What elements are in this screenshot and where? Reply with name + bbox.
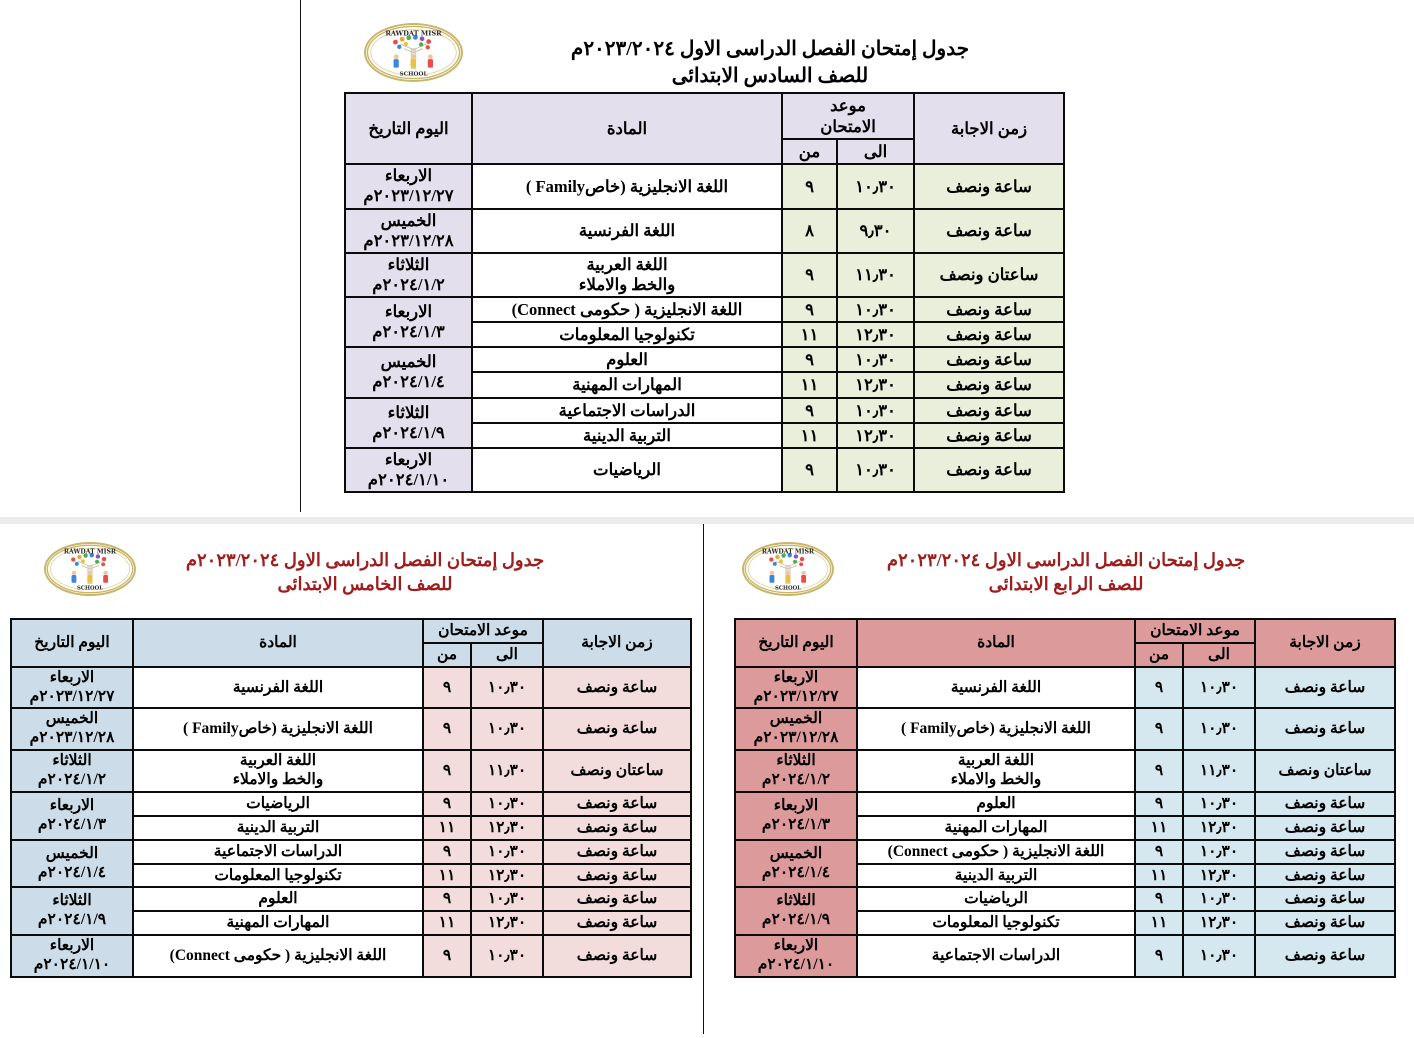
table-row xyxy=(11,667,691,709)
school-logo xyxy=(44,542,136,596)
cell-subject: المهارات المهنية xyxy=(472,372,782,397)
header-subject: المادة xyxy=(133,619,423,667)
title-line-1: جدول إمتحان الفصل الدراسى الاول ٢٠٢٣/٢٠٢٤م xyxy=(185,550,545,570)
cell-time-from: ٩ xyxy=(782,253,837,297)
schedule-title-grade5 xyxy=(140,548,590,597)
schedule-section-grade6 xyxy=(0,0,1414,516)
table-row xyxy=(735,887,1395,911)
cell-time-to: ١٠٫٣٠ xyxy=(837,297,914,322)
cell-answer-time: ساعة ونصف xyxy=(914,372,1064,397)
cell-time-to: ١٠٫٣٠ xyxy=(1183,935,1255,977)
svg-text:RAWDAT MISR: RAWDAT MISR xyxy=(385,29,442,38)
cell-answer-time: ساعة ونصف xyxy=(1255,840,1395,864)
cell-time-from: ١١ xyxy=(782,322,837,347)
cell-time-to: ١٠٫٣٠ xyxy=(837,398,914,423)
cell-subject: الدراسات الاجتماعية xyxy=(857,935,1135,977)
cell-answer-time: ساعة ونصف xyxy=(1255,935,1395,977)
cell-answer-time: ساعة ونصف xyxy=(543,864,691,888)
cell-subject: اللغة العربية والخط والاملاء xyxy=(857,750,1135,792)
schedule-title-grade6 xyxy=(470,36,1070,90)
cell-day-date: الاربعاء ٢٠٢٤/١/١٠م xyxy=(345,448,472,492)
cell-day-date: الخميس ٢٠٢٣/١٢/٢٨م xyxy=(11,708,133,750)
cell-day-date: الثلاثاء ٢٠٢٤/١/٩م xyxy=(11,887,133,935)
header-day-date: اليوم التاريخ xyxy=(735,619,857,667)
cell-time-from: ٩ xyxy=(782,398,837,423)
cell-answer-time: ساعة ونصف xyxy=(914,398,1064,423)
cell-answer-time: ساعة ونصف xyxy=(914,347,1064,372)
cell-answer-time: ساعة ونصف xyxy=(543,667,691,709)
table-body xyxy=(345,164,1064,492)
table-body xyxy=(735,667,1395,977)
cell-answer-time: ساعة ونصف xyxy=(543,792,691,816)
exam-table-grade4 xyxy=(734,618,1396,978)
table-header-row xyxy=(11,619,691,643)
cell-answer-time: ساعة ونصف xyxy=(914,297,1064,322)
cell-subject: اللغة الانجليزية (خاصFamily ) xyxy=(133,708,423,750)
cell-subject: الدراسات الاجتماعية xyxy=(472,398,782,423)
cell-subject: اللغة الانجليزية ( حكومى Connect) xyxy=(472,297,782,322)
cell-time-from: ١١ xyxy=(423,911,471,935)
cell-subject: المهارات المهنية xyxy=(133,911,423,935)
cell-day-date: الثلاثاء ٢٠٢٤/١/٢م xyxy=(345,253,472,297)
cell-answer-time: ساعة ونصف xyxy=(543,816,691,840)
cell-answer-time: ساعة ونصف xyxy=(1255,792,1395,816)
header-time-from: من xyxy=(423,643,471,667)
cell-day-date: الخميس ٢٠٢٤/١/٤م xyxy=(345,347,472,397)
table-row xyxy=(11,792,691,816)
cell-subject: تكنولوجيا المعلومات xyxy=(472,322,782,347)
cell-subject: اللغة الفرنسية xyxy=(857,667,1135,709)
cell-time-to: ١٢٫٣٠ xyxy=(471,911,543,935)
cell-day-date: الاربعاء ٢٠٢٤/١/١٠م xyxy=(11,935,133,977)
cell-subject: اللغة الفرنسية xyxy=(472,209,782,253)
cell-subject: الرياضيات xyxy=(472,448,782,492)
cell-subject: الرياضيات xyxy=(857,887,1135,911)
cell-time-from: ١١ xyxy=(423,816,471,840)
cell-answer-time: ساعة ونصف xyxy=(1255,667,1395,709)
table-row xyxy=(735,667,1395,709)
schedule-title-grade4 xyxy=(836,548,1296,597)
cell-day-date: الثلاثاء ٢٠٢٤/١/٢م xyxy=(11,750,133,792)
cell-time-to: ١٠٫٣٠ xyxy=(1183,887,1255,911)
table-row xyxy=(345,209,1064,253)
cell-time-from: ٨ xyxy=(782,209,837,253)
header-answer-time: زمن الاجابة xyxy=(1255,619,1395,667)
cell-time-from: ٩ xyxy=(1135,887,1183,911)
cell-time-from: ٩ xyxy=(423,887,471,911)
cell-answer-time: ساعتان ونصف xyxy=(1255,750,1395,792)
cell-time-to: ١٢٫٣٠ xyxy=(837,372,914,397)
title-line-2: للصف السادس الابتدائى xyxy=(671,65,869,87)
cell-time-from: ٩ xyxy=(423,792,471,816)
cell-time-from: ٩ xyxy=(782,347,837,372)
svg-text:SCHOOL: SCHOOL xyxy=(77,585,103,592)
header-answer-time: زمن الاجابة xyxy=(914,93,1064,164)
cell-time-from: ١١ xyxy=(1135,864,1183,888)
table-row xyxy=(345,297,1064,322)
cell-answer-time: ساعة ونصف xyxy=(914,209,1064,253)
header-time-from: من xyxy=(1135,643,1183,667)
cell-subject: اللغة الانجليزية ( حكومى Connect) xyxy=(133,935,423,977)
cell-time-to: ١٠٫٣٠ xyxy=(471,887,543,911)
cell-subject: المهارات المهنية xyxy=(857,816,1135,840)
cell-time-to: ١٢٫٣٠ xyxy=(471,864,543,888)
schedule-section-grade5 xyxy=(0,524,706,1038)
header-day-date: اليوم التاريخ xyxy=(345,93,472,164)
svg-text:SCHOOL: SCHOOL xyxy=(399,71,428,78)
table-header-row xyxy=(345,93,1064,139)
cell-time-to: ١٢٫٣٠ xyxy=(1183,816,1255,840)
cell-subject: تكنولوجيا المعلومات xyxy=(133,864,423,888)
cell-answer-time: ساعتان ونصف xyxy=(543,750,691,792)
cell-day-date: الثلاثاء ٢٠٢٤/١/٩م xyxy=(345,398,472,448)
table-row xyxy=(735,792,1395,816)
cell-time-from: ٩ xyxy=(1135,840,1183,864)
svg-text:RAWDAT MISR: RAWDAT MISR xyxy=(63,548,117,556)
table-row xyxy=(735,840,1395,864)
table-header-row xyxy=(735,619,1395,643)
cell-time-to: ١٠٫٣٠ xyxy=(1183,840,1255,864)
cell-time-from: ١١ xyxy=(423,864,471,888)
school-logo xyxy=(364,23,463,82)
cell-time-from: ٩ xyxy=(423,667,471,709)
cell-subject: اللغة الانجليزية ( حكومى Connect) xyxy=(857,840,1135,864)
cell-answer-time: ساعة ونصف xyxy=(543,840,691,864)
cell-answer-time: ساعة ونصف xyxy=(1255,816,1395,840)
cell-time-to: ١٠٫٣٠ xyxy=(1183,792,1255,816)
table-row xyxy=(345,164,1064,208)
cell-time-to: ١٢٫٣٠ xyxy=(471,816,543,840)
cell-time-from: ٩ xyxy=(423,750,471,792)
exam-table-grade5 xyxy=(10,618,692,978)
cell-subject: العلوم xyxy=(133,887,423,911)
cell-time-to: ١٠٫٣٠ xyxy=(837,448,914,492)
cell-time-to: ١٢٫٣٠ xyxy=(837,423,914,448)
section-separator xyxy=(0,517,1414,524)
table-row xyxy=(345,253,1064,297)
cell-day-date: الخميس ٢٠٢٣/١٢/٢٨م xyxy=(735,708,857,750)
header-exam-time: موعد الامتحان xyxy=(782,93,914,139)
cell-subject: اللغة العربية والخط والاملاء xyxy=(133,750,423,792)
cell-subject: التربية الدينية xyxy=(472,423,782,448)
cell-time-from: ٩ xyxy=(1135,667,1183,709)
cell-time-to: ١٢٫٣٠ xyxy=(837,322,914,347)
cell-day-date: الثلاثاء ٢٠٢٤/١/٩م xyxy=(735,887,857,935)
table-row xyxy=(735,935,1395,977)
cell-day-date: الثلاثاء ٢٠٢٤/١/٢م xyxy=(735,750,857,792)
cell-time-from: ٩ xyxy=(1135,750,1183,792)
cell-time-to: ١١٫٣٠ xyxy=(1183,750,1255,792)
cell-answer-time: ساعتان ونصف xyxy=(914,253,1064,297)
cell-time-from: ٩ xyxy=(782,448,837,492)
header-subject: المادة xyxy=(472,93,782,164)
cell-time-to: ٩٫٣٠ xyxy=(837,209,914,253)
cell-answer-time: ساعة ونصف xyxy=(1255,864,1395,888)
cell-subject: التربية الدينية xyxy=(857,864,1135,888)
cell-time-to: ١٠٫٣٠ xyxy=(1183,667,1255,709)
cell-day-date: الاربعاء ٢٠٢٤/١/٣م xyxy=(11,792,133,840)
table-row xyxy=(11,935,691,977)
header-day-date: اليوم التاريخ xyxy=(11,619,133,667)
cell-time-to: ١٠٫٣٠ xyxy=(1183,708,1255,750)
exam-table-grade6 xyxy=(344,92,1065,493)
header-answer-time: زمن الاجابة xyxy=(543,619,691,667)
cell-time-from: ٩ xyxy=(1135,792,1183,816)
cell-day-date: الاربعاء ٢٠٢٣/١٢/٢٧م xyxy=(345,164,472,208)
cell-time-from: ١١ xyxy=(782,372,837,397)
schedule-section-grade4 xyxy=(706,524,1414,1038)
cell-answer-time: ساعة ونصف xyxy=(914,423,1064,448)
cell-answer-time: ساعة ونصف xyxy=(914,322,1064,347)
table-row xyxy=(735,750,1395,792)
cell-time-to: ١٠٫٣٠ xyxy=(837,164,914,208)
cell-answer-time: ساعة ونصف xyxy=(543,887,691,911)
cell-time-from: ٩ xyxy=(782,297,837,322)
cell-day-date: الخميس ٢٠٢٤/١/٤م xyxy=(735,840,857,888)
cell-subject: اللغة الانجليزية (خاصFamily ) xyxy=(857,708,1135,750)
table-row xyxy=(735,708,1395,750)
cell-answer-time: ساعة ونصف xyxy=(543,708,691,750)
cell-answer-time: ساعة ونصف xyxy=(543,935,691,977)
header-exam-time: موعد الامتحان xyxy=(423,619,543,643)
cell-time-to: ١٠٫٣٠ xyxy=(471,792,543,816)
svg-text:RAWDAT MISR: RAWDAT MISR xyxy=(761,548,815,556)
cell-time-from: ٩ xyxy=(423,708,471,750)
cell-time-to: ١٠٫٣٠ xyxy=(471,935,543,977)
cell-subject: الدراسات الاجتماعية xyxy=(133,840,423,864)
cell-time-to: ١١٫٣٠ xyxy=(471,750,543,792)
cell-time-to: ١٢٫٣٠ xyxy=(1183,911,1255,935)
title-line-2: للصف الخامس الابتدائى xyxy=(277,574,453,595)
cell-answer-time: ساعة ونصف xyxy=(1255,708,1395,750)
cell-time-from: ١١ xyxy=(782,423,837,448)
cell-time-from: ٩ xyxy=(782,164,837,208)
cell-time-to: ١٠٫٣٠ xyxy=(471,840,543,864)
cell-subject: العلوم xyxy=(472,347,782,372)
school-logo xyxy=(742,542,834,596)
cell-subject: اللغة العربية والخط والاملاء xyxy=(472,253,782,297)
header-time-to: الى xyxy=(471,643,543,667)
cell-time-from: ١١ xyxy=(1135,816,1183,840)
cell-subject: تكنولوجيا المعلومات xyxy=(857,911,1135,935)
cell-time-from: ٩ xyxy=(423,935,471,977)
table-row xyxy=(345,448,1064,492)
table-row xyxy=(345,347,1064,372)
header-time-from: من xyxy=(782,139,837,164)
table-row xyxy=(11,750,691,792)
cell-time-from: ٩ xyxy=(1135,708,1183,750)
title-line-2: للصف الرابع الابتدائى xyxy=(988,574,1144,595)
page-divider-line xyxy=(300,0,301,512)
cell-time-to: ١٠٫٣٠ xyxy=(471,667,543,709)
cell-subject: اللغة الانجليزية (خاصFamily ) xyxy=(472,164,782,208)
cell-day-date: الخميس ٢٠٢٤/١/٤م xyxy=(11,840,133,888)
cell-time-from: ٩ xyxy=(423,840,471,864)
cell-day-date: الاربعاء ٢٠٢٤/١/١٠م xyxy=(735,935,857,977)
cell-time-to: ١٢٫٣٠ xyxy=(1183,864,1255,888)
cell-time-to: ١٠٫٣٠ xyxy=(471,708,543,750)
cell-day-date: الاربعاء ٢٠٢٤/١/٣م xyxy=(735,792,857,840)
header-subject: المادة xyxy=(857,619,1135,667)
cell-day-date: الاربعاء ٢٠٢٤/١/٣م xyxy=(345,297,472,347)
table-row xyxy=(11,887,691,911)
cell-answer-time: ساعة ونصف xyxy=(543,911,691,935)
cell-subject: التربية الدينية xyxy=(133,816,423,840)
header-time-to: الى xyxy=(1183,643,1255,667)
cell-day-date: الاربعاء ٢٠٢٣/١٢/٢٧م xyxy=(11,667,133,709)
title-line-1: جدول إمتحان الفصل الدراسى الاول ٢٠٢٣/٢٠٢٤م xyxy=(886,550,1246,570)
cell-day-date: الاربعاء ٢٠٢٣/١٢/٢٧م xyxy=(735,667,857,709)
cell-answer-time: ساعة ونصف xyxy=(1255,887,1395,911)
cell-subject: اللغة الفرنسية xyxy=(133,667,423,709)
cell-time-to: ١١٫٣٠ xyxy=(837,253,914,297)
table-body xyxy=(11,667,691,977)
cell-answer-time: ساعة ونصف xyxy=(914,164,1064,208)
cell-time-to: ١٠٫٣٠ xyxy=(837,347,914,372)
cell-answer-time: ساعة ونصف xyxy=(914,448,1064,492)
table-row xyxy=(11,840,691,864)
cell-answer-time: ساعة ونصف xyxy=(1255,911,1395,935)
cell-time-from: ١١ xyxy=(1135,911,1183,935)
cell-subject: الرياضيات xyxy=(133,792,423,816)
table-row xyxy=(11,708,691,750)
svg-text:SCHOOL: SCHOOL xyxy=(775,585,801,592)
header-exam-time: موعد الامتحان xyxy=(1135,619,1255,643)
title-line-1: جدول إمتحان الفصل الدراسى الاول ٢٠٢٣/٢٠٢٤م xyxy=(570,38,970,60)
table-row xyxy=(345,398,1064,423)
header-time-to: الى xyxy=(837,139,914,164)
cell-day-date: الخميس ٢٠٢٣/١٢/٢٨م xyxy=(345,209,472,253)
cell-time-from: ٩ xyxy=(1135,935,1183,977)
cell-subject: العلوم xyxy=(857,792,1135,816)
